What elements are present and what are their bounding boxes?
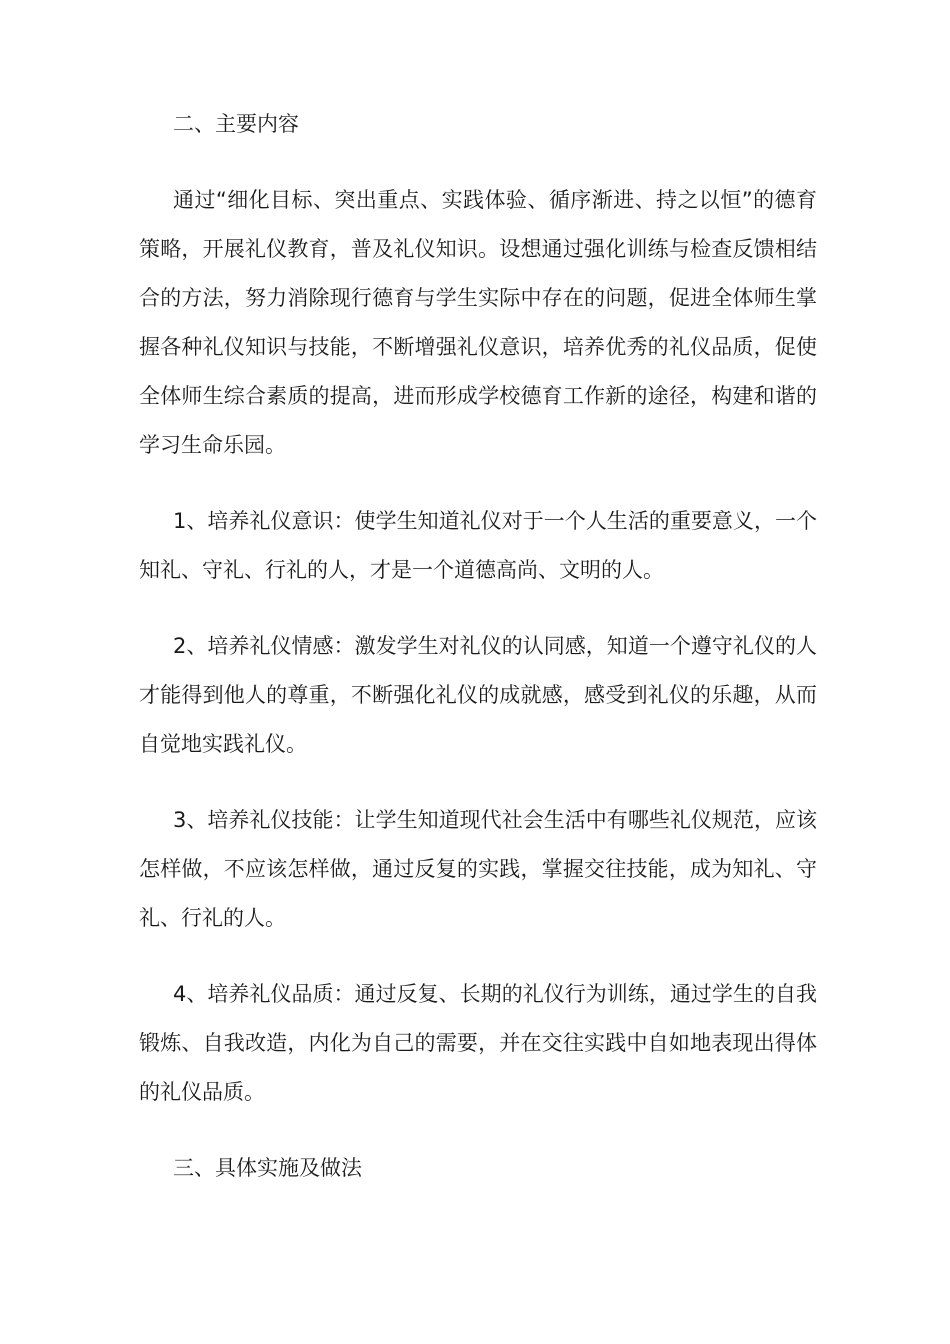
paragraph-spacer (139, 769, 817, 796)
item-paragraph-2: 2、培养礼仪情感：激发学生对礼仪的认同感，知道一个遵守礼仪的人才能得到他人的尊重，不断强化礼仪的成就感，感受到礼仪的乐趣，从而自觉地实践礼仪。 (139, 634, 817, 756)
paragraph-spacer (139, 470, 817, 497)
item-paragraph-3: 3、培养礼仪技能：让学生知道现代社会生活中有哪些礼仪规范，应该怎样做，不应该怎样做，通过反复的实践，掌握交往技能，成为知礼、守礼、行礼的人。 (139, 808, 817, 930)
section-heading-main-content: 二、主要内容 (173, 112, 299, 136)
intro-paragraph: 通过“细化目标、突出重点、实践体验、循序渐进、持之以恒”的德育策略，开展礼仪教育，普及礼仪知识。设想通过强化训练与检查反馈相结合的方法，努力消除现行德育与学生实际中存在的问题，促进全体师生掌握各种礼仪知识与技能，不断增强礼仪意识，培养优秀的礼仪品质，促使全体师生综合素质的提高，进而形成学校德育工作新的途径，构建和谐的学习生命乐园。 (139, 188, 817, 457)
section-heading-implementation: 三、具体实施及做法 (173, 1156, 362, 1180)
item-paragraph-4: 4、培养礼仪品质：通过反复、长期的礼仪行为训练，通过学生的自我锻炼、自我改造，内化为自己的需要，并在交往实践中自如地表现出得体的礼仪品质。 (139, 982, 817, 1104)
paragraph-spacer (139, 595, 817, 622)
item-paragraph-1: 1、培养礼仪意识：使学生知道礼仪对于一个人生活的重要意义，一个知礼、守礼、行礼的人，才是一个道德高尚、文明的人。 (139, 509, 817, 582)
document-body (139, 100, 817, 1193)
paragraph-spacer (139, 1117, 817, 1144)
paragraph-spacer (139, 943, 817, 970)
paragraph-spacer (139, 149, 817, 176)
